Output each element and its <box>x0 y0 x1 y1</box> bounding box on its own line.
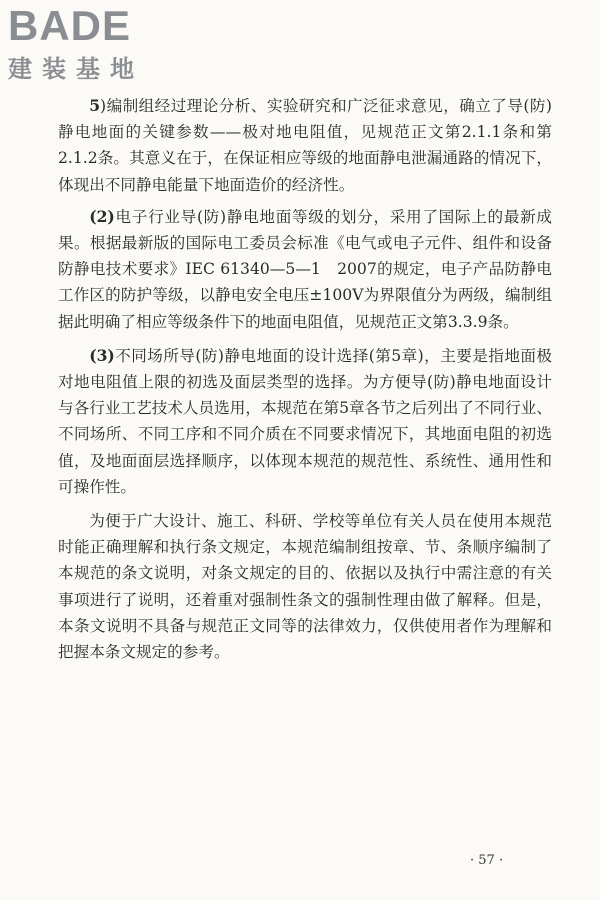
paragraph-closing <box>58 508 552 665</box>
paragraph-3 <box>58 343 552 500</box>
paragraph-lead: (3) <box>89 345 115 365</box>
document-body <box>58 93 552 673</box>
paragraph-text: )编制组经过理论分析、实验研究和广泛征求意见，确立了导(防)静电地面的关键参数——极对地电阻值，见规范正文第2.1.1条和第2.1.2条。其意义在于，在保证相应等级的地面静电泄漏通路的情况下，体现出不同静电能量下地面造价的经济性。 <box>58 97 552 194</box>
logo <box>8 4 178 84</box>
paragraph-lead: (2) <box>89 206 115 226</box>
paragraph-2 <box>58 204 552 335</box>
paragraph-text: 不同场所导(防)静电地面的设计选择(第5章)，主要是指地面极对地电阻值上限的初选及面层类型的选择。为方便导(防)静电地面设计与各行业工艺技术人员选用，本规范在第5章各节之后列出了不同行业、不同场所、不同工序和不同介质在不同要求情况下，其地面电阻的初选值，及地面面层选择顺序，以体现本规范的规范性、系统性、通用性和可操作性。 <box>58 346 552 496</box>
paragraph-text: 为便于广大设计、施工、科研、学校等单位有关人员在使用本规范时能正确理解和执行条文规定，本规范编制组按章、节、条顺序编制了本规范的条文说明，对条文规定的目的、依据以及执行中需注意的有关事项进行了说明，还着重对强制性条文的强制性理由做了解释。但是，本条文说明不具备与规范正文同等的法律效力，仅供使用者作为理解和把握本条文规定的参考。 <box>58 512 552 662</box>
logo-mark: BADE <box>8 2 132 49</box>
logo-subtitle: 建装基地 <box>8 55 144 83</box>
paragraph-5 <box>58 93 552 198</box>
page-number: · 57 · <box>470 853 504 868</box>
paragraph-text: 电子行业导(防)静电地面等级的划分，采用了国际上的最新成果。根据最新版的国际电工委员会标准《电气或电子元件、组件和设备防静电技术要求》IEC 61340—5—1 2007的规定，电子产品防静电工作区的防护等级，以静电安全电压±100V为界限值分为两级，编制组据此明确了相应等级条件下的地面电阻值，见规范正文第3.3.9条。 <box>58 207 552 331</box>
paragraph-lead: 5 <box>89 96 101 115</box>
